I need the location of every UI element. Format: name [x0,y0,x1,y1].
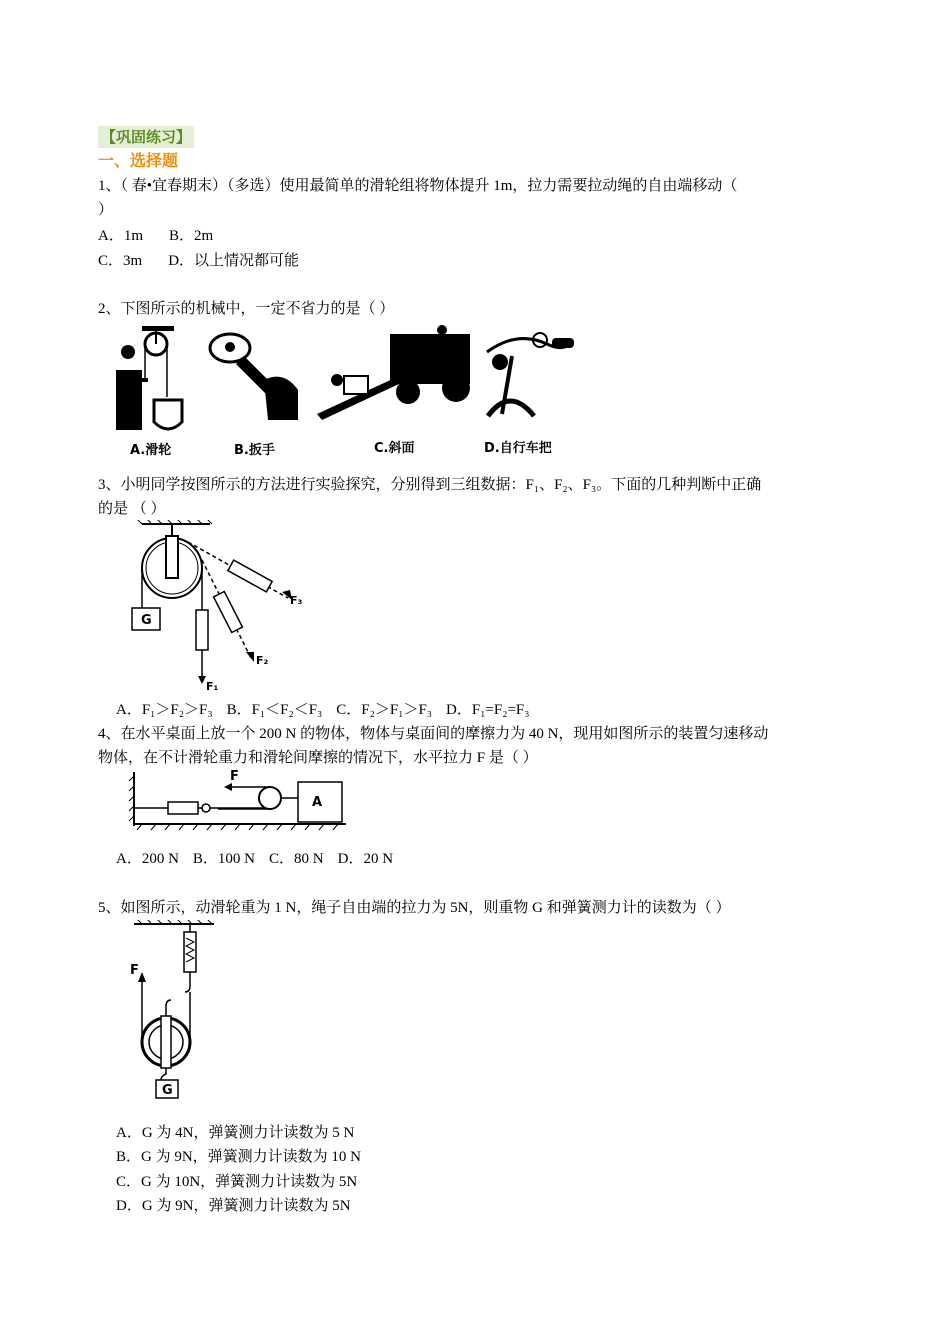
pulley-illustration [116,326,182,430]
q3-pulley-figure [128,520,328,692]
q4-option-c[interactable]: C．80 N [269,851,324,867]
bicycle-handle-illustration [487,333,574,416]
q5-movable-pulley-figure [128,920,224,1102]
q5-option-b[interactable]: B．G 为 9N，弹簧测力计读数为 10 N [116,1149,362,1165]
force-label-f2: F₂ [256,654,269,667]
q3-text: 3、小明同学按图所示的方法进行实验探究，分别得到三组数据：F₁、F₂、F₃。下面的几种判断中正确 [98,477,762,493]
weight-label-g: G [141,613,152,628]
q5-text: 5、如图所示，动滑轮重为 1 N，绳子自由端的拉力为 5N，则重物 G 和弹簧测力计的读数为（ ） [98,900,731,916]
caption-wrench: B.扳手 [234,443,275,458]
q4-option-d[interactable]: D．20 N [337,851,394,867]
q2-text: 2、下图所示的机械中，一定不省力的是（ ） [98,301,395,317]
q5-option-c[interactable]: C．G 为 10N，弹簧测力计读数为 5N [116,1174,358,1190]
q1-option-d[interactable]: D．以上情况都可能 [168,253,300,269]
q3-option-d[interactable]: D．F₁=F₂=F₃ [446,702,530,718]
q3-options [116,699,544,721]
force-label-f: F [230,769,239,784]
q4-options [116,848,407,870]
ramp-illustration [317,325,470,420]
q4-horizontal-pulley-figure [128,768,350,834]
q1-options-row2 [98,250,325,272]
q1-text-cont: ） [98,202,114,218]
q3-option-b[interactable]: B．F₁＜F₂＜F₃ [226,702,323,718]
caption-pulley: A.滑轮 [130,443,172,458]
q3-option-c[interactable]: C．F₂＞F₁＞F₃ [336,702,433,718]
q4-option-a[interactable]: A．200 N [116,851,179,867]
q1-option-a[interactable]: A．1m [98,228,144,244]
q5-option-a[interactable]: A．G 为 4N，弹簧测力计读数为 5 N [116,1125,355,1141]
q4-text-cont: 物体，在不计滑轮重力和滑轮间摩擦的情况下，水平拉力 F 是（ ） [98,750,538,766]
q3-option-a[interactable]: A．F₁＞F₂＞F₃ [116,702,213,718]
q1-option-b[interactable]: B．2m [169,228,214,244]
wrench-illustration [210,334,298,420]
weight-label-g: G [162,1083,173,1098]
q5-option-d[interactable]: D．G 为 9N，弹簧测力计读数为 5N [116,1198,351,1214]
caption-bicycle-handle: D.自行车把 [484,441,552,456]
caption-ramp: C.斜面 [374,441,415,456]
exercise-badge: 【巩固练习】 [98,126,194,148]
q4-text: 4、在水平桌面上放一个 200 N 的物体，物体与桌面间的摩擦力为 40 N，现用如图所示的装置匀速移动 [98,726,769,742]
q3-text-cont: 的是 （ ） [98,501,166,517]
q1-option-c[interactable]: C．3m [98,253,143,269]
q1-options-row1 [98,225,239,247]
section-title: 一、选择题 [98,151,179,170]
force-label-f: F [130,963,139,978]
block-label-a: A [312,795,323,810]
q2-machines-figure [112,322,582,460]
q4-option-b[interactable]: B．100 N [192,851,256,867]
force-label-f3: F₃ [290,594,303,607]
force-label-f1: F₁ [206,680,219,692]
q1-text: 1、（ 春•宜春期末）（多选）使用最简单的滑轮组将物体提升 1m，拉力需要拉动绳的自由端移动（ [98,178,738,194]
